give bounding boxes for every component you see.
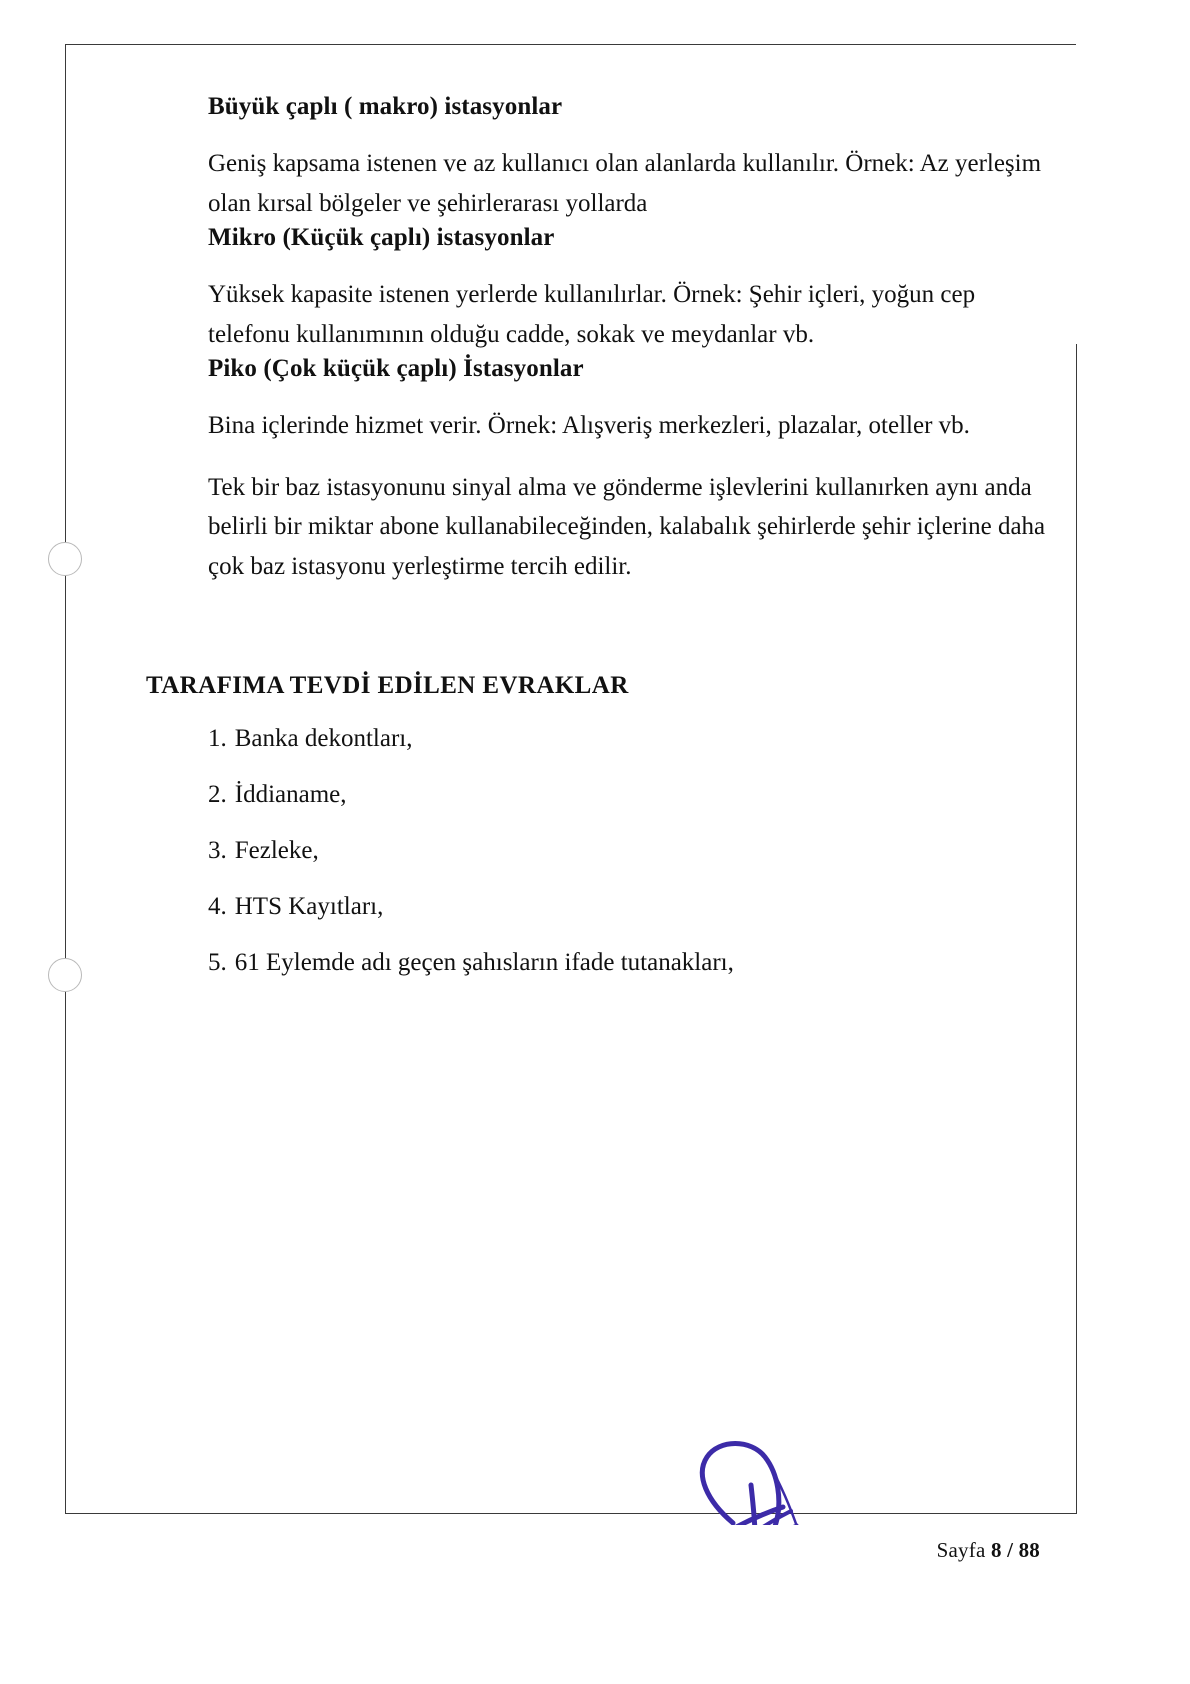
paragraph-piko-istasyonlar: Bina içlerinde hizmet verir. Örnek: Alışveriş merkezleri, plazalar, oteller vb. — [208, 412, 970, 439]
paragraph-makro-istasyonlar: Geniş kapsama istenen ve az kullanıcı olan alanlarda kullanılır. Örnek: Az yerleşim olan kırsal bölgeler ve şehirlerarası yollarda — [208, 150, 1042, 217]
list-item-number: 4. — [208, 893, 227, 920]
list-item — [208, 948, 1046, 978]
heading-makro-istasyonlar: Büyük çaplı ( makro) istasyonlar — [208, 93, 563, 120]
list-item-label: HTS Kayıtları, — [234, 893, 384, 920]
list-item — [208, 892, 1046, 922]
list-item-number: 2. — [208, 781, 227, 808]
current-page-number: 8 — [990, 1538, 1002, 1562]
evrak-list — [146, 724, 1046, 978]
list-item-number: 3. — [208, 837, 227, 864]
list-item-number: 5. — [208, 949, 227, 976]
page-label: Sayfa — [936, 1538, 986, 1562]
list-item-number: 1. — [208, 725, 227, 752]
list-item — [208, 836, 1046, 866]
heading-tarafima-tevdi-edilen-evraklar: TARAFIMA TEVDİ EDİLEN EVRAKLAR — [146, 672, 629, 699]
list-item — [208, 724, 1046, 754]
total-page-number: 88 — [1018, 1538, 1040, 1562]
list-item-label: Banka dekontları, — [234, 725, 413, 752]
heading-mikro-istasyonlar: Mikro (Küçük çaplı) istasyonlar — [208, 224, 555, 251]
list-item — [208, 780, 1046, 810]
hole-punch-notch-top — [48, 542, 82, 576]
list-item-label: 61 Eylemde adı geçen şahısların ifade tutanakları, — [234, 949, 734, 976]
page-content — [146, 92, 1046, 1004]
paragraph-mikro-istasyonlar: Yüksek kapasite istenen yerlerde kullanılırlar. Örnek: Şehir içleri, yoğun cep telefonu kullanımının olduğu cadde, sokak ve meydanlar vb. — [208, 281, 976, 348]
page-border-right-fade — [1076, 44, 1078, 344]
heading-piko-istasyonlar: Piko (Çok küçük çaplı) İstasyonlar — [208, 355, 584, 382]
hole-punch-notch-bottom — [48, 958, 82, 992]
page-separator: / — [1007, 1538, 1014, 1562]
page-number-footer — [0, 1538, 1040, 1563]
paragraph-baz-istasyonu-kapasite: Tek bir baz istasyonunu sinyal alma ve gönderme işlevlerini kullanırken aynı anda belirli bir miktar abone kullanabileceğinden, kalabalık şehirlerde şehir içlerine daha çok baz istasyonu yerleştirme tercih edilir. — [208, 473, 1046, 580]
list-item-label: İddianame, — [234, 781, 347, 808]
list-item-label: Fezleke, — [234, 837, 319, 864]
